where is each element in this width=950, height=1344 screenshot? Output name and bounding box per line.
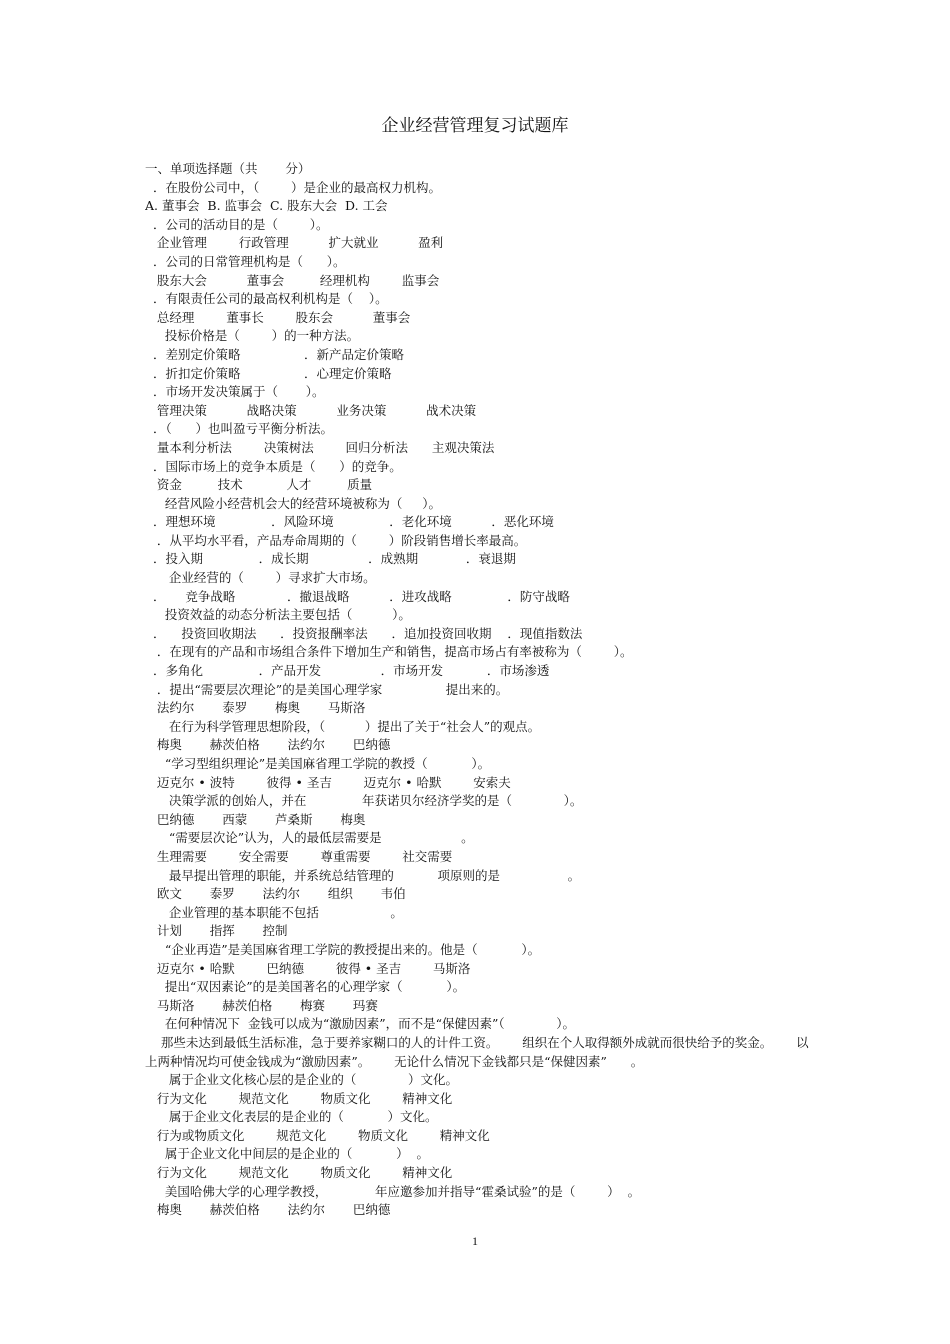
question-line: 投标价格是（ ）的一种方法。 (145, 328, 360, 344)
question-line: 美国哈佛大学的心理学教授， 年应邀参加并指导“霍桑试验”的是（ ） 。 (145, 1183, 641, 1199)
question-line: 属于企业文化表层的是企业的（ ）文化。 (145, 1109, 438, 1125)
options-line: 巴纳德 西蒙 芦桑斯 梅奥 (145, 811, 366, 827)
question-line: 企业管理的基本职能不包括 。 (145, 904, 403, 920)
options-line: 行为或物质文化 规范文化 物质文化 精神文化 (145, 1127, 490, 1143)
options-line: 梅奥 赫茨伯格 法约尔 巴纳德 (145, 1202, 391, 1218)
options-line: ．理想环境 ．风险环境 ．老化环境 ．恶化环境 (145, 514, 554, 530)
question-line: ．提出“需要层次理论”的是美国心理学家 提出来的。 (145, 681, 509, 697)
question-line: 属于企业文化中间层的是企业的（ ） 。 (145, 1146, 430, 1162)
options-line: 资金 技术 人才 质量 (145, 477, 373, 493)
options-line: ．差别定价策略 ．新产品定价策略 (145, 346, 405, 362)
question-list (145, 160, 815, 1220)
options-line: 行为文化 规范文化 物质文化 精神文化 (145, 1090, 453, 1106)
question-line: ．有限责任公司的最高权利机构是（ ）。 (145, 291, 388, 307)
question-line: “需要层次论”认为，人的最低层需要是 。 (145, 830, 474, 846)
section-heading: 一、单项选择题（共 分） (145, 161, 311, 176)
options-line: 计划 指挥 控制 (145, 923, 288, 939)
options-line: 股东大会 董事会 经理机构 监事会 (145, 272, 440, 288)
question-line: ．国际市场上的竞争本质是（ ）的竞争。 (145, 458, 402, 474)
options-line: 管理决策 战略决策 业务决策 战术决策 (145, 402, 477, 418)
options-line: 迈克尔 • 波特 彼得 • 圣吉 迈克尔 • 哈默 安索夫 (145, 774, 511, 790)
options-line: 梅奥 赫茨伯格 法约尔 巴纳德 (145, 737, 391, 753)
options-line: 行为文化 规范文化 物质文化 精神文化 (145, 1165, 453, 1181)
question-line: 经营风险小经营机会大的经营环境被称为（ ）。 (145, 495, 441, 511)
options-line: 总经理 董事长 股东会 董事会 (145, 309, 411, 325)
options-line: 企业管理 行政管理 扩大就业 盈利 (145, 235, 444, 251)
question-line: ．市场开发决策属于（ ）。 (145, 384, 325, 400)
options-line: ．投入期 ．成长期 ．成熟期 ．衰退期 (145, 551, 516, 567)
options-line: 量本利分析法 决策树法 回归分析法 主观决策法 (145, 439, 495, 455)
options-line: 迈克尔 • 哈默 巴纳德 彼得 • 圣吉 马斯洛 (145, 960, 471, 976)
question-line: 企业经营的（ ）寻求扩大市场。 (145, 570, 376, 586)
options-line: ．折扣定价策略 ．心理定价策略 (145, 365, 392, 381)
question-line: 在行为科学管理思想阶段，（ ）提出了关于“社会人”的观点。 (145, 718, 541, 734)
options-line: 马斯洛 赫茨伯格 梅赛 玛赛 (145, 997, 378, 1013)
question-line: “企业再造”是美国麻省理工学院的教授提出来的。他是（ ）。 (145, 941, 541, 957)
question-line: ．公司的活动目的是（ ）。 (145, 216, 329, 232)
question-line: “学习型组织理论”是美国麻省理工学院的教授（ ）。 (145, 756, 491, 771)
question-line: 决策学派的创始人，并在 年获诺贝尔经济学奖的是（ ）。 (145, 793, 583, 809)
options-line: 生理需要 安全需要 尊重需要 社交需要 (145, 848, 453, 864)
options-line: A. 董事会 B. 监事会 C. 股东大会 D. 工会 (145, 198, 388, 214)
question-line: ．（ ）也叫盈亏平衡分析法。 (145, 421, 334, 437)
question-line: 最早提出管理的职能，并系统总结管理的 项原则的是 。 (145, 867, 581, 883)
question-line: ．从平均水平看，产品寿命周期的（ ）阶段销售增长率最高。 (145, 532, 527, 548)
page-number: 1 (472, 1234, 478, 1248)
question-line: ．在股份公司中，（ ）是企业的最高权力机构。 (145, 179, 441, 195)
question-line: 投资效益的动态分析法主要包括（ ）。 (145, 607, 411, 623)
question-line: 提出“双因素论”的是美国著名的心理学家（ ）。 (145, 979, 466, 995)
options-paragraph: 那些未达到最低生活标准，急于要养家糊口的人的计件工资。 组织在个人取得额外成就而很快给予的奖金。 以上两种情况均可使金钱成为“激励因素”。 无论什么情况下金钱都只是“保健因素” 。 (145, 1034, 809, 1069)
options-line: ． 投资回收期法 ．投资报酬率法 ．追加投资回收期 ．现值指数法 (145, 625, 583, 641)
options-line: 欧文 泰罗 法约尔 组织 韦伯 (145, 886, 406, 902)
document-title: 企业经营管理复习试题库 (381, 116, 569, 136)
question-line: ．公司的日常管理机构是（ ）。 (145, 253, 346, 269)
options-line: 法约尔 泰罗 梅奥 马斯洛 (145, 700, 366, 716)
question-line: 在何种情况下 金钱可以成为“激励因素”，而不是“保健因素”（ ）。 (145, 1016, 576, 1032)
options-line: ．多角化 ．产品开发 ．市场开发 ．市场渗透 (145, 663, 550, 679)
question-line: 属于企业文化核心层的是企业的（ ）文化。 (145, 1072, 458, 1088)
question-line: ．在现有的产品和市场组合条件下增加生产和销售，提高市场占有率被称为（ ）。 (145, 644, 633, 660)
options-line: ． 竞争战略 ．撤退战略 ．进攻战略 ．防守战略 (145, 588, 570, 604)
